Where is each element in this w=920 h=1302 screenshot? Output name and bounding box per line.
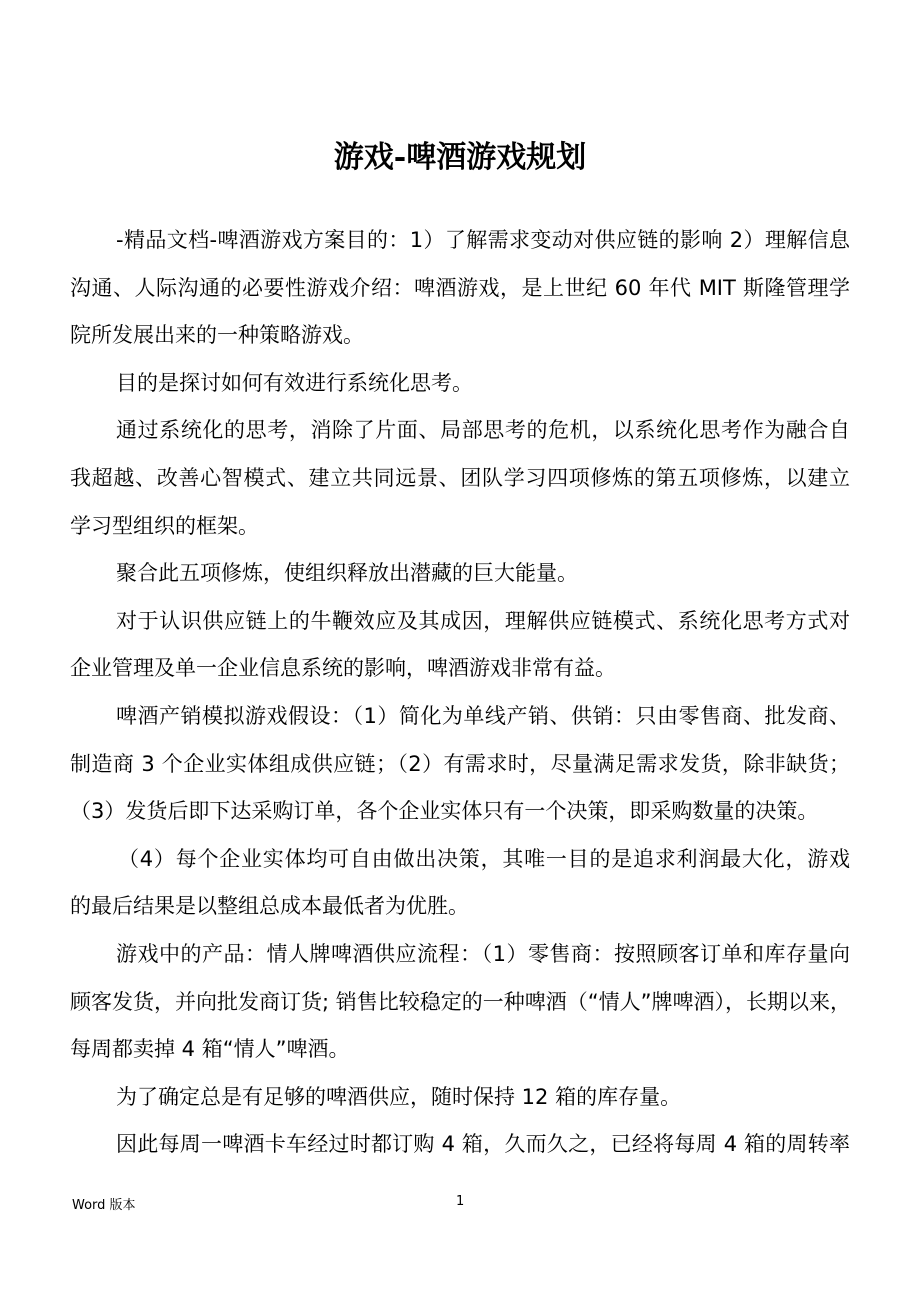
paragraph <box>70 836 850 931</box>
paragraph <box>70 550 850 598</box>
text-line: 企业管理及单一企业信息系统的影响，啤酒游戏非常有益。 <box>70 656 616 681</box>
paragraph <box>70 360 850 408</box>
paragraph <box>70 1121 850 1169</box>
text-line: -精品文档-啤酒游戏方案目的：1）了解需求变动对供应链的影响 2）理解信息 <box>116 228 850 252</box>
text-line: 啤酒产销模拟游戏假设：（1）简化为单线产销、供销：只由零售商、批发商、 <box>116 703 850 728</box>
text-line: 院所发展出来的一种策略游戏。 <box>70 323 364 348</box>
text-line: 顾客发货，并向批发商订货; 销售比较稳定的一种啤酒（“情人”牌啤酒），长期以来， <box>70 989 852 1014</box>
text-line: 每周都卖掉 4 箱“情人”啤酒。 <box>70 1037 350 1062</box>
paragraph <box>70 693 850 836</box>
text-line: 学习型组织的框架。 <box>70 513 259 538</box>
text-line: 制造商 3 个企业实体组成供应链；（2）有需求时，尽量满足需求发货，除非缺货； <box>70 751 850 776</box>
text-line: 通过系统化的思考，消除了片面、局部思考的危机，以系统化思考作为融合自 <box>116 418 850 443</box>
document-body <box>70 217 850 1169</box>
text-line: （4）每个企业实体均可自由做出决策，其唯一目的是追求利润最大化，游戏 <box>118 846 850 871</box>
text-line: 聚合此五项修炼，使组织释放出潜藏的巨大能量。 <box>116 561 578 586</box>
paragraph <box>70 407 850 550</box>
text-line: 我超越、改善心智模式、建立共同远景、团队学习四项修炼的第五项修炼，以建立 <box>70 465 850 490</box>
document-title: 游戏-啤酒游戏规划 <box>333 140 587 175</box>
text-line: 因此每周一啤酒卡车经过时都订购 4 箱，久而久之，已经将每周 4 箱的周转率 <box>116 1132 850 1157</box>
text-line: 游戏中的产品：情人牌啤酒供应流程：（1）零售商：按照顾客订单和库存量向 <box>116 941 850 966</box>
text-line: 为了确定总是有足够的啤酒供应，随时保持 12 箱的库存量。 <box>116 1084 682 1109</box>
page-number: 1 <box>456 1194 465 1209</box>
paragraph <box>70 598 850 693</box>
paragraph <box>70 217 850 360</box>
paragraph <box>70 1074 850 1122</box>
text-line: 目的是探讨如何有效进行系统化思考。 <box>116 370 473 395</box>
text-line: （3）发货后即下达采购订单，各个企业实体只有一个决策，即采购数量的决策。 <box>70 799 819 824</box>
text-line: 的最后结果是以整组总成本最低者为优胜。 <box>70 894 469 919</box>
footer-label: Word 版本 <box>72 1198 136 1213</box>
paragraph <box>70 931 850 1074</box>
text-line: 对于认识供应链上的牛鞭效应及其成因，理解供应链模式、系统化思考方式对 <box>116 608 850 633</box>
text-line: 沟通、人际沟通的必要性游戏介绍：啤酒游戏，是上世纪 60 年代 MIT 斯隆管理学 <box>70 275 850 300</box>
